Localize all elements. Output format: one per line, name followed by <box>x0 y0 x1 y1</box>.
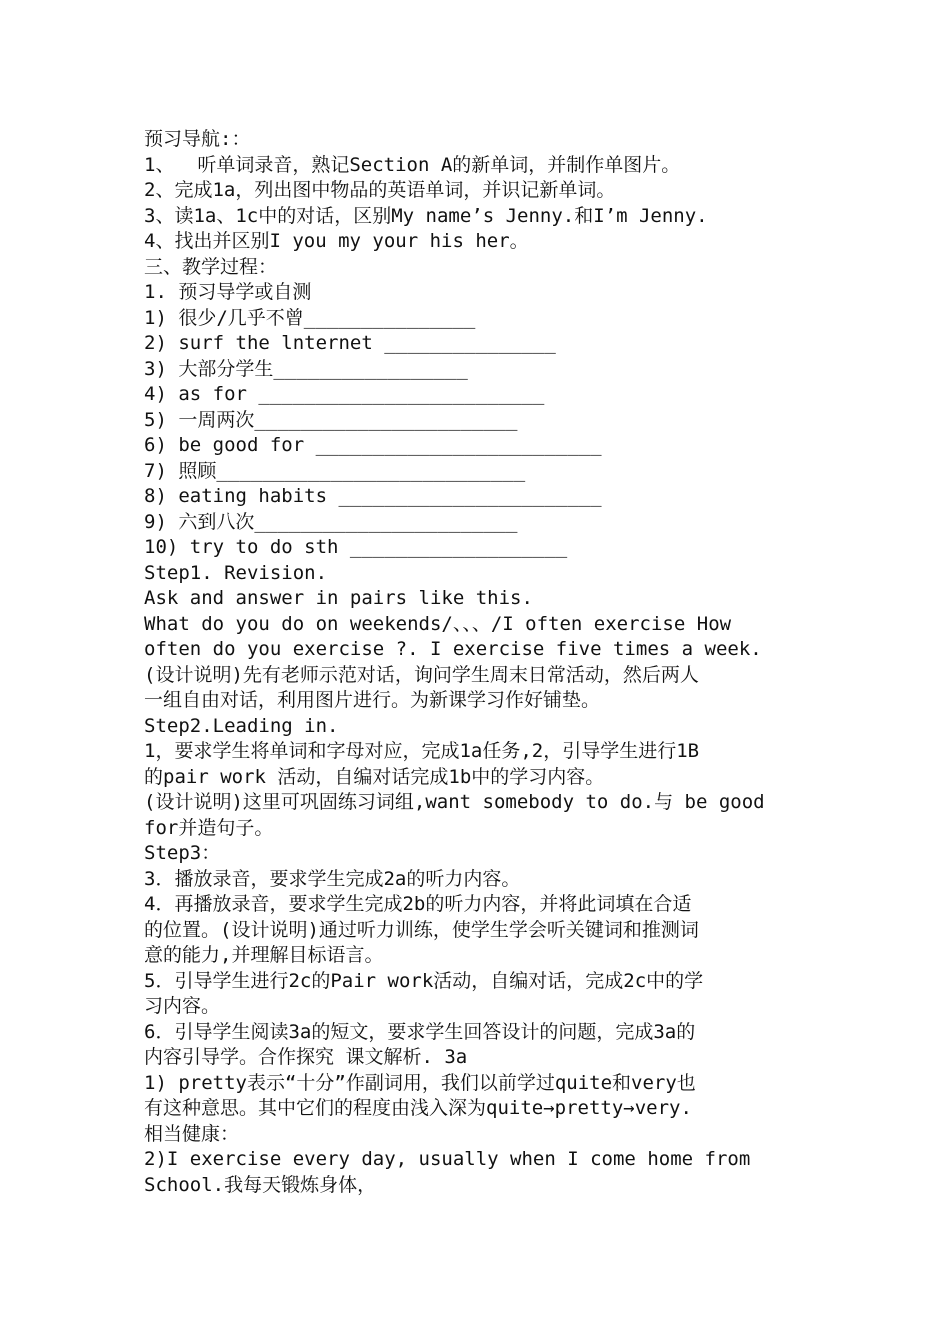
text-line: What do you do on weekends/、、、/I often exercise How <box>144 612 732 635</box>
text-line: 1) pretty表示“十分”作副词用，我们以前学过quite和very也 <box>144 1071 696 1094</box>
step3-heading: Step3： <box>144 842 221 864</box>
text-line: 6．引导学生阅读3a的短文，要求学生回答设计的问题，完成3a的 <box>144 1020 696 1043</box>
text-line: 2、完成1a，列出图中物品的英语单词，并识记新单词。 <box>144 179 616 201</box>
text-line: 1，要求学生将单词和字母对应，完成1a任务,2，引导学生进行1B <box>144 740 700 762</box>
fill-blank-item: 5) 一周两次_______________________ <box>144 408 518 431</box>
fill-blank-item: 1) 很少/几乎不曾_______________ <box>144 306 476 329</box>
fill-blank-item: 6) be good for _________________________ <box>144 434 602 456</box>
text-line: 内容引导学。合作探究 课文解析. 3a <box>144 1046 468 1068</box>
text-line: 5．引导学生进行2c的Pair work活动，自编对话，完成2c中的学 <box>144 969 704 992</box>
fill-blank-item: 8) eating habits _______________________ <box>144 485 602 507</box>
document-body <box>144 127 814 1198</box>
fill-blank-item: 3) 大部分学生_________________ <box>144 357 468 380</box>
text-line: 相当健康： <box>144 1122 240 1145</box>
fill-blank-item: 4) as for _________________________ <box>144 383 545 405</box>
fill-blank-item: 2) surf the lnternet _______________ <box>144 332 556 354</box>
step1-heading: Step1. Revision. <box>144 561 328 584</box>
text-line: 一组自由对话，利用图片进行。为新课学习作好铺垫。 <box>144 689 601 711</box>
text-line: 的pair work 活动，自编对话完成1b中的学习内容。 <box>144 765 605 788</box>
text-line: for并造句子。 <box>144 816 274 839</box>
text-line: 有这种意思。其中它们的程度由浅入深为quite→pretty→very. <box>144 1097 692 1119</box>
text-line: 3．播放录音，要求学生完成2a的听力内容。 <box>144 867 521 890</box>
text-line: School.我每天锻炼身体， <box>144 1173 377 1196</box>
text-line: 3、读1a、1c中的对话，区别My name’s Jenny.和I’m Jenny. <box>144 204 708 227</box>
text-line: (设计说明)这里可巩固练习词组,want somebody to do.与 be good <box>144 791 765 813</box>
text-line: 的位置。(设计说明)通过听力训练，使学生学会听关键词和推测词 <box>144 918 699 941</box>
text-line: often do you exercise ?. I exercise five times a week. <box>144 638 762 660</box>
teaching-process-heading: 三、教学过程： <box>144 255 278 278</box>
text-line: Ask and answer in pairs like this. <box>144 587 533 609</box>
step2-heading: Step2.Leading in. <box>144 714 339 737</box>
self-test-heading: 1. 预习导学或自测 <box>144 281 312 303</box>
fill-blank-item: 9) 六到八次_______________________ <box>144 510 518 533</box>
text-line: 1、 听单词录音，熟记Section A的新单词，并制作单图片。 <box>144 153 681 176</box>
text-line: 2)I exercise every day, usually when I come home from <box>144 1148 751 1170</box>
text-line: (设计说明)先有老师示范对话，询问学生周末日常活动，然后两人 <box>144 663 699 686</box>
preview-guide-heading: 预习导航:： <box>144 128 251 150</box>
text-line: 意的能力,并理解目标语言。 <box>144 944 384 966</box>
fill-blank-item: 10) try to do sth ___________________ <box>144 536 568 558</box>
fill-blank-item: 7) 照顾___________________________ <box>144 459 526 482</box>
text-line: 习内容。 <box>144 995 221 1017</box>
text-line: 4．再播放录音，要求学生完成2b的听力内容，并将此词填在合适 <box>144 893 692 915</box>
text-line: 4、找出并区别I you my your his her。 <box>144 230 529 252</box>
